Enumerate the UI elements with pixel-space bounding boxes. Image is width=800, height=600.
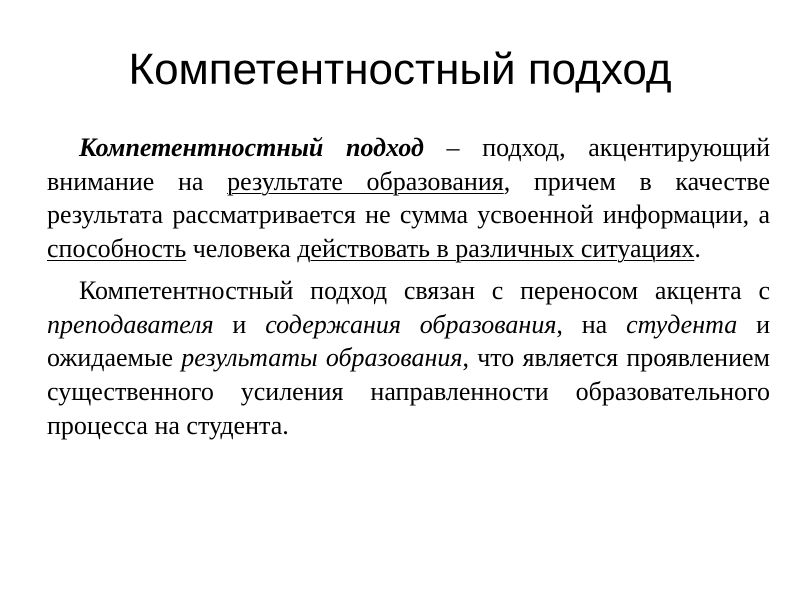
underlined-phrase: результате образования	[227, 166, 504, 196]
text-segment: человека	[186, 234, 298, 264]
italic-phrase: результаты образования	[181, 343, 463, 373]
italic-phrase: содержания образования	[265, 309, 557, 339]
text-segment: и ожидаемые	[47, 309, 770, 373]
underlined-phrase: действовать в различных ситуациях	[297, 234, 695, 264]
text-segment: и	[213, 309, 266, 339]
defined-term: Компетентностный подход	[79, 133, 424, 162]
definition-paragraph	[47, 131, 770, 266]
italic-phrase: преподавателя	[47, 309, 214, 339]
text-segment: , что является проявлением существенного усиления направленности образовательного процесса на студента.	[47, 343, 770, 440]
text-segment: , на	[556, 309, 627, 339]
explanation-paragraph	[47, 274, 770, 443]
text-segment: Компетентностный подход связан с переносом акцента с	[79, 275, 770, 305]
slide-body	[47, 131, 770, 442]
text-segment: – подход, акцентирующий внимание на	[47, 133, 770, 196]
text-segment: .	[694, 234, 701, 264]
text-segment: , причем в качестве результата рассматривается не сумма усвоенной информации, а	[47, 166, 770, 230]
slide-title: Компетентностный подход	[128, 45, 672, 94]
underlined-phrase: способность	[47, 234, 187, 264]
italic-phrase: студента	[626, 309, 738, 339]
